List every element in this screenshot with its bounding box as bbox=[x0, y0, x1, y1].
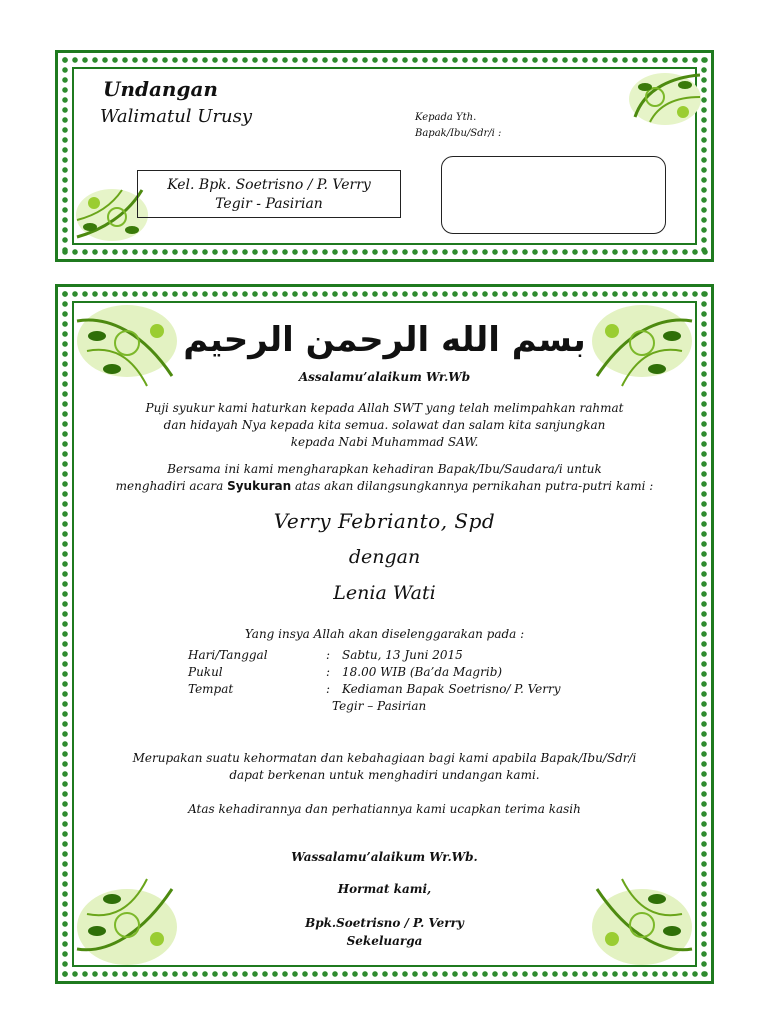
invitation-text: atas akan dilangsungkannya pernikahan putra-putri kami : bbox=[291, 479, 654, 493]
connector-text: dengan bbox=[348, 546, 421, 568]
opening-paragraph bbox=[55, 400, 714, 451]
invitation-line bbox=[55, 478, 714, 495]
bismillah-calligraphy: بسم الله الرحمن الرحيم bbox=[183, 320, 586, 360]
signature-name: Bpk.Soetrisno / P. Verry bbox=[305, 916, 464, 930]
envelope-subtitle: Walimatul Urusy bbox=[100, 106, 253, 127]
opening-line: kepada Nabi Muhammad SAW. bbox=[290, 435, 479, 449]
greeting: Assalamu’alaikum Wr.Wb bbox=[298, 370, 471, 384]
detail-label: Hari/Tanggal bbox=[188, 648, 268, 662]
regards: Hormat kami, bbox=[337, 882, 432, 896]
closing-paragraph bbox=[55, 750, 714, 784]
detail-row: Pukul : 18.00 WIB (Ba’da Magrib) bbox=[188, 665, 503, 679]
signature-family: Sekeluarga bbox=[346, 934, 423, 948]
invitation-paragraph bbox=[55, 461, 714, 495]
floral-ornament-icon bbox=[615, 67, 705, 137]
letter-vine-top bbox=[60, 289, 709, 299]
closing-line: Merupakan suatu kehormatan dan kebahagiaan bagi kami apabila Bapak/Ibu/Sdr/i bbox=[132, 751, 637, 765]
detail-value: Sabtu, 13 Juni 2015 bbox=[342, 648, 463, 662]
envelope-vine-left bbox=[60, 55, 70, 257]
bride-name: Lenia Wati bbox=[333, 582, 436, 604]
opening-line: dan hidayah Nya kepada kita semua. solawat dan salam kita sanjungkan bbox=[163, 418, 606, 432]
invitation-text: menghadiri acara bbox=[115, 479, 228, 493]
detail-label: Tempat bbox=[188, 682, 234, 696]
detail-label: Pukul bbox=[188, 665, 223, 679]
recipient-address-box bbox=[441, 156, 666, 234]
farewell: Wassalamu’alaikum Wr.Wb. bbox=[291, 850, 478, 864]
event-details bbox=[188, 647, 561, 715]
letter-vine-bottom bbox=[60, 969, 709, 979]
recipient-label: Kepada Yth. bbox=[415, 112, 477, 123]
detail-row bbox=[188, 698, 561, 715]
sender-box bbox=[137, 170, 401, 218]
envelope-vine-top bbox=[60, 55, 709, 65]
detail-row: Hari/Tanggal : Sabtu, 13 Juni 2015 bbox=[188, 648, 463, 662]
groom-name: Verry Febrianto, Spd bbox=[273, 509, 496, 533]
sender-name: Kel. Bpk. Soetrisno / P. Verry bbox=[167, 177, 371, 193]
invitation-line: Bersama ini kami mengharapkan kehadiran Bapak/Ibu/Saudara/i untuk bbox=[167, 462, 602, 476]
closing-line: dapat berkenan untuk menghadiri undangan kami. bbox=[229, 768, 540, 782]
invitation-card bbox=[55, 284, 714, 984]
opening-line: Puji syukur kami haturkan kepada Allah SWT yang telah melimpahkan rahmat bbox=[145, 401, 624, 415]
schedule-intro: Yang insya Allah akan diselenggarakan pada : bbox=[244, 627, 525, 641]
recipient-title: Bapak/Ibu/Sdr/i : bbox=[415, 128, 502, 139]
sender-address: Tegir - Pasirian bbox=[215, 196, 323, 212]
detail-value: Kediaman Bapak Soetrisno/ P. Verry bbox=[342, 682, 561, 696]
event-name: Syukuran bbox=[227, 479, 292, 493]
thanks-line: Atas kehadirannya dan perhatiannya kami ucapkan terima kasih bbox=[188, 802, 581, 816]
detail-value: 18.00 WIB (Ba’da Magrib) bbox=[342, 665, 503, 679]
envelope-vine-bottom bbox=[60, 247, 709, 257]
envelope-card bbox=[55, 50, 714, 262]
detail-row: Tempat : Kediaman Bapak Soetrisno/ P. Verry bbox=[188, 682, 561, 696]
detail-value: Tegir – Pasirian bbox=[332, 699, 427, 713]
envelope-title: Undangan bbox=[103, 77, 218, 101]
